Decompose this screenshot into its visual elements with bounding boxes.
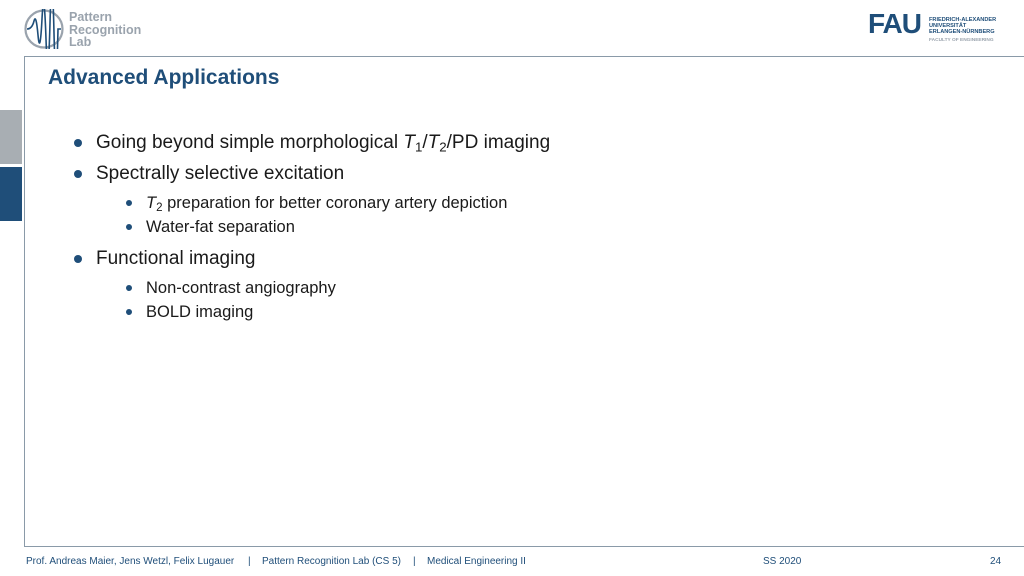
fau-mark-icon bbox=[868, 9, 926, 35]
side-tab-blue bbox=[0, 167, 22, 221]
footer-lab: Pattern Recognition Lab (CS 5) bbox=[262, 556, 401, 567]
bullet1-slash: / bbox=[422, 132, 428, 153]
fau-line-1: FRIEDRICH-ALEXANDER bbox=[929, 17, 997, 23]
footer-separator: | bbox=[248, 556, 251, 567]
sub-bullet-item bbox=[72, 301, 972, 325]
fau-logo bbox=[868, 8, 1008, 48]
frame-left-rule bbox=[24, 56, 25, 546]
frame-top-rule bbox=[24, 56, 1024, 57]
bullet-list bbox=[72, 130, 972, 325]
bullet1-pre: Going beyond simple morphological bbox=[96, 132, 404, 153]
bullet-item bbox=[72, 161, 972, 192]
fau-line-2: UNIVERSITÄT bbox=[929, 23, 967, 30]
bullet1-sub2: 2 bbox=[439, 139, 447, 155]
bullet2a-post: preparation for better coronary artery depiction bbox=[162, 194, 508, 212]
bullet-dot-icon bbox=[74, 139, 82, 147]
page-number: 24 bbox=[990, 556, 1002, 567]
bullet3b-text: BOLD imaging bbox=[146, 303, 254, 321]
prl-wave-logo-icon bbox=[24, 9, 64, 49]
sub-bullet-item bbox=[72, 216, 972, 240]
bullet1-post: /PD imaging bbox=[446, 132, 551, 153]
logo-line-3: Lab bbox=[69, 35, 92, 49]
side-tab-gray bbox=[0, 110, 22, 164]
fau-mark-text: FAU bbox=[868, 9, 921, 35]
bullet-dot-icon bbox=[74, 170, 82, 178]
frame-bottom-rule bbox=[24, 546, 1024, 547]
fau-faculty: FACULTY OF ENGINEERING bbox=[929, 38, 994, 43]
bullet2-text: Spectrally selective excitation bbox=[96, 163, 345, 184]
bullet3a-text: Non-contrast angiography bbox=[146, 279, 336, 297]
bullet2a-sub: 2 bbox=[156, 201, 163, 214]
bullet-item bbox=[72, 130, 972, 161]
logo-line-1: Pattern bbox=[69, 10, 113, 24]
sub-bullet-dot-icon bbox=[126, 285, 132, 291]
sub-bullet-item bbox=[72, 277, 972, 301]
fau-line-3: ERLANGEN-NÜRNBERG bbox=[929, 29, 995, 36]
footer-term: SS 2020 bbox=[763, 556, 802, 567]
bullet1-t2: T bbox=[427, 132, 440, 153]
sub-bullet-dot-icon bbox=[126, 224, 132, 230]
footer-separator: | bbox=[413, 556, 416, 567]
slide-title: Advanced Applications bbox=[48, 66, 280, 89]
bullet2a-t: T bbox=[146, 194, 157, 212]
bullet3-text: Functional imaging bbox=[96, 248, 256, 269]
bullet2b-text: Water-fat separation bbox=[146, 218, 295, 236]
bullet1-t1: T bbox=[403, 132, 415, 153]
bullet1-sub1: 1 bbox=[414, 139, 423, 155]
pattern-recognition-lab-logo bbox=[24, 9, 164, 53]
logo-line-2: Recognition bbox=[69, 22, 142, 37]
bullet-item bbox=[72, 246, 972, 277]
sub-bullet-item bbox=[72, 192, 972, 216]
footer-authors: Prof. Andreas Maier, Jens Wetzl, Felix Lugauer bbox=[26, 556, 235, 567]
sub-bullet-dot-icon bbox=[126, 309, 132, 315]
footer-course: Medical Engineering II bbox=[427, 556, 526, 567]
sub-bullet-dot-icon bbox=[126, 200, 132, 206]
bullet-dot-icon bbox=[74, 255, 82, 263]
